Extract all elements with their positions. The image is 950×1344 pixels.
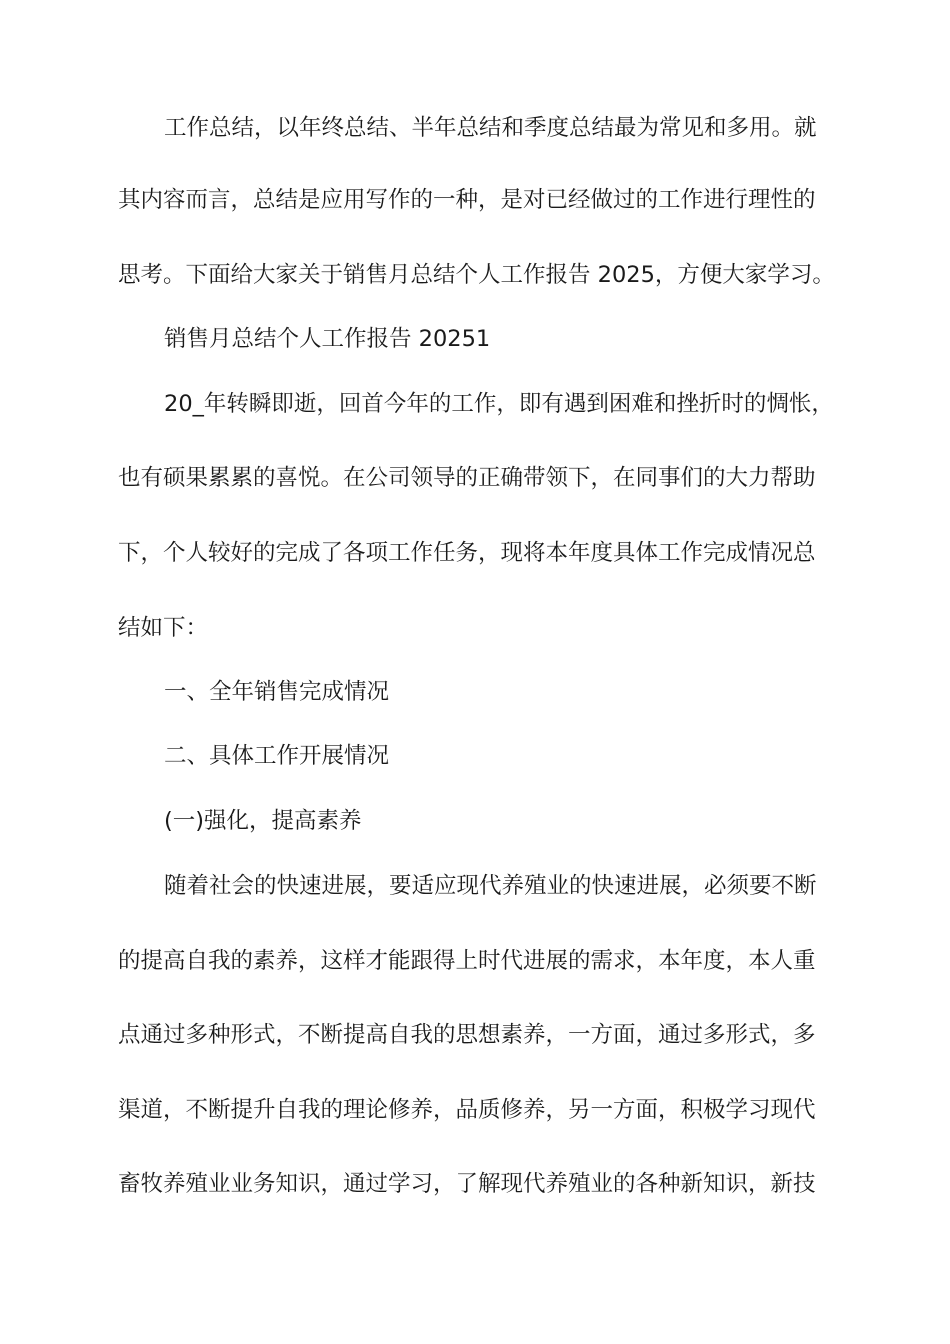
paragraph-line: 20_年转瞬即逝，回首今年的工作，即有遇到困难和挫折时的惆怅， <box>164 391 834 417</box>
subsection-heading: (一)强化，提高素养 <box>164 808 362 834</box>
paragraph-line: 下，个人较好的完成了各项工作任务，现将本年度具体工作完成情况总 <box>118 540 816 566</box>
paragraph-line: 畜牧养殖业业务知识，通过学习，了解现代养殖业的各种新知识，新技 <box>118 1171 816 1197</box>
paragraph-line: 其内容而言，总结是应用写作的一种，是对已经做过的工作进行理性的 <box>118 187 816 213</box>
paragraph-line: 工作总结，以年终总结、半年总结和季度总结最为常见和多用。就 <box>164 115 817 141</box>
paragraph-line: 随着社会的快速进展，要适应现代养殖业的快速进展，必须要不断 <box>164 873 817 899</box>
paragraph-line: 渠道，不断提升自我的理论修养，品质修养，另一方面，积极学习现代 <box>118 1097 816 1123</box>
paragraph-line: 点通过多种形式，不断提高自我的思想素养，一方面，通过多形式，多 <box>118 1022 816 1048</box>
list-heading: 一、全年销售完成情况 <box>164 679 390 705</box>
paragraph-line: 的提高自我的素养，这样才能跟得上时代进展的需求，本年度，本人重 <box>118 948 816 974</box>
paragraph-line: 也有硕果累累的喜悦。在公司领导的正确带领下，在同事们的大力帮助 <box>118 465 816 491</box>
list-heading: 二、具体工作开展情况 <box>164 743 390 769</box>
section-heading: 销售月总结个人工作报告 20251 <box>164 326 491 352</box>
paragraph-line: 结如下： <box>118 615 209 641</box>
paragraph-line: 思考。下面给大家关于销售月总结个人工作报告 2025，方便大家学习。 <box>118 262 835 288</box>
